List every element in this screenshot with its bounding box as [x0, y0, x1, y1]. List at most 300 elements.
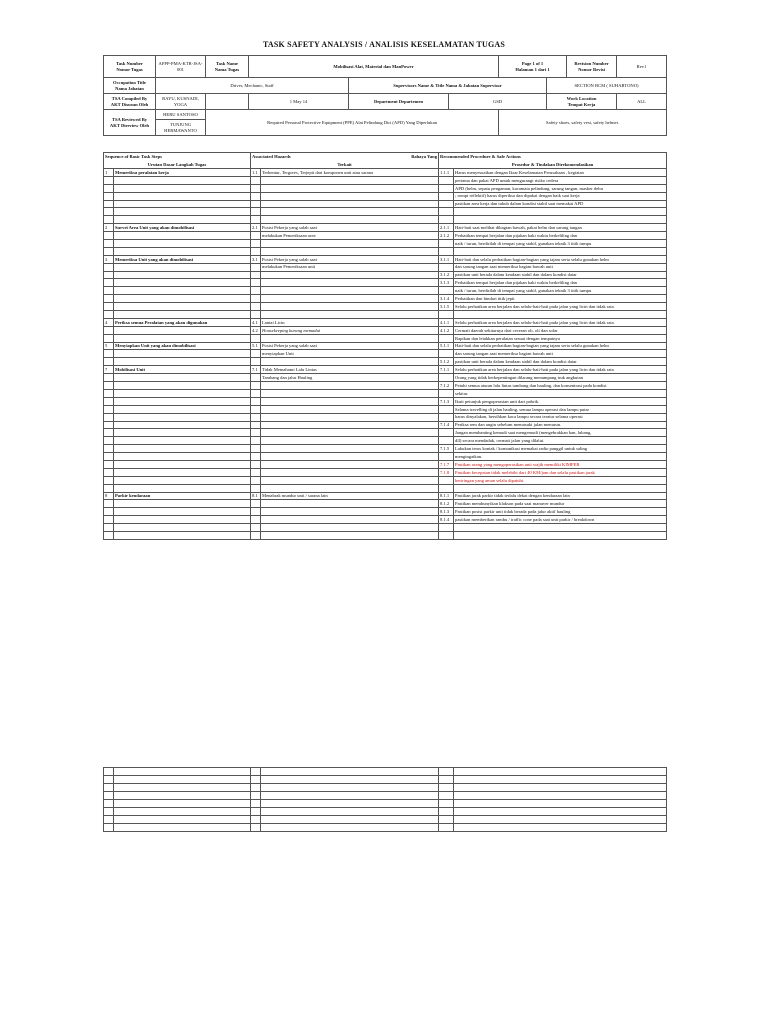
- hazard-number: [251, 263, 261, 271]
- action-text: Pastikan posisi parkir unit tidak berada pada jalur aktif hauling: [454, 508, 667, 516]
- action-text: Orang yang tidak berkepentingan dilarang menumpang truk angkutan: [454, 374, 667, 382]
- blank-cell: [454, 784, 667, 792]
- blank-cell: [114, 792, 251, 800]
- step-number: [104, 445, 114, 453]
- blank-row: [104, 784, 667, 792]
- table-row: [104, 476, 667, 484]
- blank-cell: [104, 784, 114, 792]
- table-row: [104, 342, 667, 350]
- action-number: [439, 184, 454, 192]
- blank-row: [104, 808, 667, 816]
- hazard-text: [261, 287, 439, 295]
- step-number: [104, 524, 114, 532]
- blank-cell: [104, 768, 114, 776]
- step-name: [114, 445, 251, 453]
- step-number: [104, 429, 114, 437]
- blank-grid-table: [103, 767, 667, 832]
- hazard-number: [251, 311, 261, 319]
- blank-cell: [104, 792, 114, 800]
- step-name: [114, 524, 251, 532]
- table-row: [104, 531, 667, 539]
- hazard-text: [261, 192, 439, 200]
- table-row: [104, 326, 667, 334]
- hazard-text: Tidak Memahami Lalu Lintas: [261, 366, 439, 374]
- action-number: [439, 263, 454, 271]
- step-name: [114, 200, 251, 208]
- step-name: [114, 382, 251, 390]
- action-text: [454, 216, 667, 224]
- action-number: 8.1.4: [439, 516, 454, 524]
- work-location-label: Work Location Tempat Kerja: [547, 94, 617, 110]
- action-number: [439, 200, 454, 208]
- blank-cell: [114, 784, 251, 792]
- step-number: [104, 279, 114, 287]
- hazard-number: [251, 287, 261, 295]
- blank-cell: [104, 776, 114, 784]
- action-text: naik / turun, berdirilah di tempat yang stabil, gunakan teknik 3 titik tumpu: [454, 240, 667, 248]
- blank-cell: [454, 808, 667, 816]
- hazard-text: [261, 508, 439, 516]
- step-name: [114, 421, 251, 429]
- step-name: [114, 240, 251, 248]
- blank-cell: [104, 808, 114, 816]
- hazard-text: [261, 240, 439, 248]
- blank-row: [104, 824, 667, 832]
- action-number: 3.1.2: [439, 271, 454, 279]
- hazard-text: [261, 279, 439, 287]
- table-row: [104, 492, 667, 500]
- action-number: 8.1.2: [439, 500, 454, 508]
- action-text: dan sarung tangan saat memeriksa bagian bawah unit: [454, 350, 667, 358]
- step-number: 5: [104, 342, 114, 350]
- action-number: 7.1.8: [439, 468, 454, 476]
- step-name: [114, 271, 251, 279]
- reviewer-2: TUNJUNG HERMAWANTO: [156, 120, 206, 136]
- step-number: 3: [104, 255, 114, 263]
- blank-cell: [439, 792, 454, 800]
- hazard-text: [261, 468, 439, 476]
- ppe-value: Safety shoes, safety vest, safety helmet.: [499, 110, 667, 136]
- hazard-text: Posisi Pekerja yang salah saat: [261, 342, 439, 350]
- blank-cell: [104, 824, 114, 832]
- action-number: 4.1.2: [439, 326, 454, 334]
- hazard-number: [251, 500, 261, 508]
- step-name: [114, 350, 251, 358]
- action-number: [439, 389, 454, 397]
- action-number: [439, 524, 454, 532]
- blank-cell: [251, 792, 261, 800]
- hazard-text: Posisi Pekerja yang salah saat: [261, 224, 439, 232]
- step-name: [114, 508, 251, 516]
- hazard-text: Lantai Licin: [261, 318, 439, 326]
- hazard-number: 2.1: [251, 224, 261, 232]
- blank-cell: [206, 94, 249, 110]
- action-number: 3.1.5: [439, 303, 454, 311]
- action-number: 3.1.3: [439, 279, 454, 287]
- table-row: [104, 508, 667, 516]
- blank-cell: [114, 776, 251, 784]
- step-number: [104, 437, 114, 445]
- step-name: [114, 208, 251, 216]
- col-header-steps-id: Urutan Dasar Langkah Tugas: [104, 161, 251, 169]
- action-number: [439, 476, 454, 484]
- table-row: [104, 350, 667, 358]
- step-number: [104, 232, 114, 240]
- hazard-number: [251, 192, 261, 200]
- blank-cell: [261, 768, 439, 776]
- table-row: [104, 224, 667, 232]
- hazard-text: [261, 200, 439, 208]
- hazard-number: [251, 484, 261, 492]
- action-number: [439, 374, 454, 382]
- action-text: pastikan area kerja dan tubuh dalam kondisi stabil saat memakai APD: [454, 200, 667, 208]
- step-name: [114, 374, 251, 382]
- blank-cell: [454, 768, 667, 776]
- step-number: [104, 326, 114, 334]
- compiled-by-value: BAYU, KUSNADI, YOGA: [156, 94, 206, 110]
- action-number: 7.1.7: [439, 460, 454, 468]
- steps-table: [103, 152, 667, 540]
- step-name: [114, 287, 251, 295]
- blank-cell: [454, 800, 667, 808]
- step-name: [114, 311, 251, 319]
- hazard-text: melakukan Pemeriksaan area: [261, 232, 439, 240]
- action-number: 2.1.2: [439, 232, 454, 240]
- hazard-text: [261, 405, 439, 413]
- table-row: [104, 366, 667, 374]
- hazard-number: [251, 184, 261, 192]
- action-text: Selalu perhatikan area berjalan dan selalu-hati-hati pada jalan yang licin dan tidak rata: [454, 366, 667, 374]
- occupation-label: Occupation Title Nama Jabatan: [104, 78, 156, 94]
- department-label: Department Departemen: [349, 94, 449, 110]
- hazard-text: [261, 176, 439, 184]
- step-name: [114, 326, 251, 334]
- hazard-number: [251, 476, 261, 484]
- table-row: [104, 445, 667, 453]
- action-text: [454, 311, 667, 319]
- hazard-number: [251, 247, 261, 255]
- hazard-text: [261, 460, 439, 468]
- step-name: [114, 184, 251, 192]
- action-number: 2.1.1: [439, 224, 454, 232]
- blank-cell: [114, 808, 251, 816]
- table-row: [104, 311, 667, 319]
- action-text: Petuhi semua aturan lalu lintas tambang dan hauling, dan konsentrasi pada kondisi: [454, 382, 667, 390]
- blank-row: [104, 776, 667, 784]
- action-text: Cermati daerah sekitarnya dari ceceran oli, oli dan solar: [454, 326, 667, 334]
- step-name: [114, 358, 251, 366]
- hazard-number: [251, 429, 261, 437]
- blank-cell: [439, 824, 454, 832]
- step-number: [104, 192, 114, 200]
- step-number: [104, 303, 114, 311]
- action-text: Selalu perhatikan area berjalan dan selalu-hati-hati pada jalan yang licin dan tidak rata: [454, 318, 667, 326]
- action-number: 5.1.1: [439, 342, 454, 350]
- step-number: [104, 295, 114, 303]
- action-text: [454, 247, 667, 255]
- hazard-number: 3.1: [251, 255, 261, 263]
- step-name: [114, 460, 251, 468]
- blank-cell: [439, 784, 454, 792]
- task-number-label: Task Number Nomor Tugas: [104, 56, 156, 78]
- step-name: [114, 279, 251, 287]
- action-number: [439, 247, 454, 255]
- reviewed-by-label: TSA Reviewed By AKT Direview Oleh: [104, 110, 156, 136]
- action-text: Perhatikan tempat berjalan dan pijakan kaki waktu berkeliling dan: [454, 232, 667, 240]
- step-name: [114, 334, 251, 342]
- table-row: [104, 200, 667, 208]
- action-number: [439, 350, 454, 358]
- hazard-number: 4.2: [251, 326, 261, 334]
- date-value: 1 May 14: [249, 94, 349, 110]
- table-row: [104, 516, 667, 524]
- step-name: Survei Area Unit yang akan dimobilisasi: [114, 224, 251, 232]
- step-number: 4: [104, 318, 114, 326]
- hazard-text: [261, 382, 439, 390]
- step-name: [114, 413, 251, 421]
- blank-cell: [261, 816, 439, 824]
- action-text: [454, 524, 667, 532]
- step-name: [114, 484, 251, 492]
- table-row: [104, 453, 667, 461]
- action-text: Selama travelling di jalan hauling, semua lampu operasi dan lampu putar: [454, 405, 667, 413]
- step-name: [114, 405, 251, 413]
- step-number: [104, 421, 114, 429]
- blank-cell: [261, 808, 439, 816]
- action-text: Perhatikan dan hindari titik jepit: [454, 295, 667, 303]
- action-text: Rapikan dan letakkan peralatan sesuai dengan tempatnya: [454, 334, 667, 342]
- step-name: Memeriksa Unit yang akan dimobilisasi: [114, 255, 251, 263]
- step-number: [104, 382, 114, 390]
- table-row: [104, 382, 667, 390]
- table-row: [104, 500, 667, 508]
- action-number: [439, 216, 454, 224]
- hazard-text: [261, 476, 439, 484]
- action-number: [439, 208, 454, 216]
- action-number: [439, 531, 454, 539]
- hazard-number: [251, 303, 261, 311]
- action-number: 1.1.1: [439, 169, 454, 177]
- hazard-number: [251, 413, 261, 421]
- table-row: [104, 232, 667, 240]
- step-name: [114, 453, 251, 461]
- hazard-number: [251, 460, 261, 468]
- action-number: 7.1.2: [439, 382, 454, 390]
- action-number: [439, 311, 454, 319]
- table-row: [104, 287, 667, 295]
- step-name: [114, 531, 251, 539]
- hazard-number: [251, 389, 261, 397]
- step-number: 1: [104, 169, 114, 177]
- action-number: [439, 287, 454, 295]
- action-text: APD (helm, sepatu pengaman, kacamata pelindung, sarung tangan, masker debu: [454, 184, 667, 192]
- table-row: [104, 169, 667, 177]
- table-row: [104, 184, 667, 192]
- action-text: mengingatkan.: [454, 453, 667, 461]
- action-number: 8.1.3: [439, 508, 454, 516]
- page-info: Page 1 of 1 Halaman 1 dari 1: [499, 56, 567, 78]
- table-row: [104, 208, 667, 216]
- hazard-text: [261, 389, 439, 397]
- blank-cell: [261, 776, 439, 784]
- hazard-number: [251, 374, 261, 382]
- action-number: 7.1.4: [439, 421, 454, 429]
- hazard-text: [261, 208, 439, 216]
- step-name: Mobilisasi Unit: [114, 366, 251, 374]
- table-row: [104, 255, 667, 263]
- step-name: [114, 247, 251, 255]
- hazard-text: [261, 421, 439, 429]
- col-header-actions-id: Prosedur & Tindakan Direkomendasikan: [439, 161, 667, 169]
- hazard-text: [261, 334, 439, 342]
- step-number: [104, 311, 114, 319]
- hazard-text: [261, 358, 439, 366]
- step-number: [104, 531, 114, 539]
- step-name: Menyiapkan Unit yang akan dimobilisasi: [114, 342, 251, 350]
- hazard-text: menyiapkan Unit: [261, 350, 439, 358]
- hazard-number: 8.1: [251, 492, 261, 500]
- table-row: [104, 303, 667, 311]
- blank-cell: [439, 808, 454, 816]
- table-row: [104, 192, 667, 200]
- document-title: TASK SAFETY ANALYSIS / ANALISIS KESELAMATAN TUGAS: [262, 40, 506, 49]
- blank-cell: [251, 816, 261, 824]
- hazard-number: [251, 445, 261, 453]
- action-number: [439, 334, 454, 342]
- blank-cell: [104, 816, 114, 824]
- step-name: [114, 389, 251, 397]
- step-number: [104, 358, 114, 366]
- hazard-text: [261, 484, 439, 492]
- action-number: 3.1.1: [439, 255, 454, 263]
- step-number: [104, 208, 114, 216]
- step-number: [104, 413, 114, 421]
- blank-cell: [251, 824, 261, 832]
- blank-cell: [251, 776, 261, 784]
- action-text: Selalu perhatikan area berjalan dan selalu-hati-hati pada jalan yang licin dan tidak rata: [454, 303, 667, 311]
- table-row: [104, 524, 667, 532]
- hazard-number: [251, 279, 261, 287]
- hazard-number: [251, 216, 261, 224]
- hazard-number: [251, 350, 261, 358]
- step-name: [114, 295, 251, 303]
- hazard-text: [261, 303, 439, 311]
- table-row: [104, 460, 667, 468]
- blank-row: [104, 792, 667, 800]
- action-text: Lakukan terus kontak / komunikasi memakai radio panggil untuk saling: [454, 445, 667, 453]
- step-name: [114, 216, 251, 224]
- hazard-number: [251, 200, 261, 208]
- step-name: [114, 429, 251, 437]
- hazard-number: [251, 334, 261, 342]
- action-text: pastikan memberikan rambu / traffic cone pada saat unit parkir / breakdown: [454, 516, 667, 524]
- step-number: [104, 374, 114, 382]
- step-number: 7: [104, 366, 114, 374]
- hazard-text: [261, 271, 439, 279]
- hazard-text: Housekeeping kurang memadai: [261, 326, 439, 334]
- table-row: [104, 397, 667, 405]
- hazard-text: [261, 453, 439, 461]
- department-value: GSD: [449, 94, 547, 110]
- table-row: [104, 295, 667, 303]
- hazard-number: [251, 516, 261, 524]
- blank-cell: [261, 792, 439, 800]
- col-header-hazards-id-2: Bahaya Yang: [411, 154, 438, 160]
- hazard-text: [261, 516, 439, 524]
- action-number: [439, 453, 454, 461]
- action-text: Hati-hati dan selalu perhatikan bagian-bagian yang tajam serta selalu gunakan helm: [454, 255, 667, 263]
- step-number: 8: [104, 492, 114, 500]
- action-text: Hati-hati saat melihat dibagian bawah, pakai helm dan sarung tangan: [454, 224, 667, 232]
- hazard-text: [261, 295, 439, 303]
- action-text: pastikan unit berada dalam keadaan stabil dan dalam kondisi datar: [454, 358, 667, 366]
- action-text: Pastikan kecepatan tidak melebihi dari 40 KM/jam dan selalu pastikan jarak: [454, 468, 667, 476]
- table-row: [104, 318, 667, 326]
- blank-cell: [114, 768, 251, 776]
- action-text: Hati-hati dan selalu perhatikan bagian-bagian yang tajam serta selalu gunakan helm: [454, 342, 667, 350]
- hazard-text: [261, 531, 439, 539]
- hazard-text: [261, 524, 439, 532]
- hazard-number: [251, 397, 261, 405]
- action-text: sekitar.: [454, 389, 667, 397]
- blank-cell: [261, 824, 439, 832]
- action-text: dll) secara mendadak, cermati jalan yang dilalui.: [454, 437, 667, 445]
- step-name: [114, 516, 251, 524]
- step-name: [114, 263, 251, 271]
- step-number: [104, 216, 114, 224]
- step-number: [104, 200, 114, 208]
- action-number: 8.1.1: [439, 492, 454, 500]
- table-row: [104, 334, 667, 342]
- step-number: [104, 405, 114, 413]
- action-text: ; rompi reflektif) harus diperiksa dan dipakai dengan baik saat kerja: [454, 192, 667, 200]
- step-number: [104, 271, 114, 279]
- hazard-number: [251, 232, 261, 240]
- step-name: [114, 397, 251, 405]
- blank-cell: [439, 776, 454, 784]
- step-number: [104, 397, 114, 405]
- action-text: Pastikan membunyikan klakson pada saat manuver mundur: [454, 500, 667, 508]
- ppe-label: Required Personal Protective Equipment (PPE) Alat Pelindung Diri (APD) Yang Diperlukan: [206, 110, 499, 136]
- action-text: naik / turun, berdirilah di tempat yang stabil, gunakan teknik 3 titik tumpu: [454, 287, 667, 295]
- table-row: [104, 374, 667, 382]
- blank-cell: [261, 784, 439, 792]
- step-number: [104, 247, 114, 255]
- action-number: [439, 240, 454, 248]
- step-name: Periksa semua Peralatan yang akan digunakan: [114, 318, 251, 326]
- blank-cell: [439, 816, 454, 824]
- step-number: 2: [104, 224, 114, 232]
- blank-cell: [454, 816, 667, 824]
- blank-cell: [454, 824, 667, 832]
- table-row: [104, 405, 667, 413]
- blank-row: [104, 768, 667, 776]
- step-number: [104, 516, 114, 524]
- action-text: Harus menyesuaikan dengan Ikrar Keselamatan Perusahaan , kegiatan: [454, 169, 667, 177]
- action-number: 7.1.5: [439, 445, 454, 453]
- step-number: [104, 350, 114, 358]
- task-name: Mobilisasi Alat, Material dan ManPower: [249, 56, 499, 78]
- table-row: [104, 176, 667, 184]
- col-header-steps: Sequence of Basic Task Steps: [104, 153, 251, 161]
- hazard-number: [251, 208, 261, 216]
- blank-cell: [454, 776, 667, 784]
- supervisor-label: Supervisors Name & Title Nama & Jabatan Supervisor: [349, 78, 547, 94]
- table-row: [104, 279, 667, 287]
- table-row: [104, 421, 667, 429]
- hazard-number: 4.1: [251, 318, 261, 326]
- blank-cell: [439, 768, 454, 776]
